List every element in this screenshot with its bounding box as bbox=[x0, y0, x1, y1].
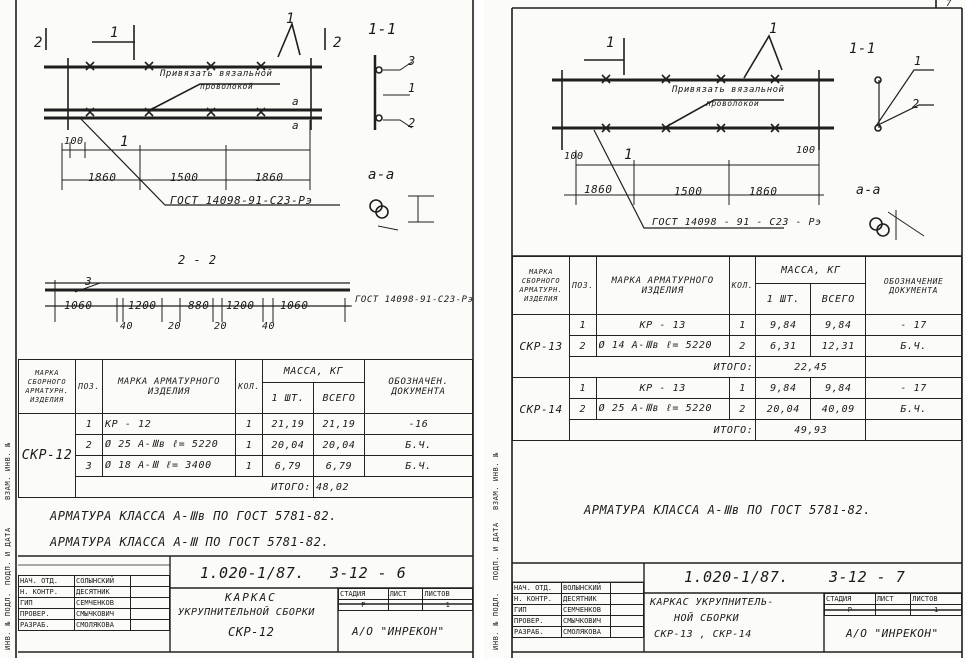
right-drawing-sheet bbox=[484, 0, 965, 658]
row3-qty: 1 bbox=[236, 456, 263, 477]
row1-pos: 1 bbox=[76, 414, 103, 435]
g14-row2-pos: 2 bbox=[570, 399, 597, 420]
left-drawing-sheet bbox=[0, 0, 476, 658]
g13-total-value: 22,45 bbox=[756, 357, 866, 378]
g14-total-value: 49,93 bbox=[756, 420, 866, 441]
g14-row1-qty: 1 bbox=[729, 378, 756, 399]
r-tie-note-line1: Привязать вязальной bbox=[672, 85, 785, 95]
r-note-class-a3v: АРМАТУРА КЛАССА А-Ⅲв ПО ГОСТ 5781-82. bbox=[584, 503, 871, 517]
row3-doc: Б.Ч. bbox=[365, 456, 473, 477]
row1-one: 21,19 bbox=[263, 414, 314, 435]
left-stamp-frame bbox=[0, 0, 476, 658]
r-stamp-name-2: ДЕСЯТНИК bbox=[562, 594, 611, 605]
g13-row1-qty: 1 bbox=[729, 315, 756, 336]
note-class-a3v: АРМАТУРА КЛАССА А-Ⅲв ПО ГОСТ 5781-82. bbox=[50, 509, 337, 523]
stamp-role-1: НАЧ. ОТД. bbox=[19, 576, 75, 587]
gost-reference-22: ГОСТ 14098-91-С23-Рэ bbox=[355, 295, 474, 305]
stamp-title-3: СКР-12 bbox=[228, 625, 275, 639]
r-stamp-stage-table bbox=[824, 593, 962, 616]
r-dim-1860-right: 1860 bbox=[749, 185, 778, 198]
row2-total: 20,04 bbox=[314, 435, 365, 456]
header-brand-assembly: МАРКА СБОРНОГО АРМАТУРН. ИЗДЕЛИЯ bbox=[19, 360, 76, 414]
tie-note-line2: проволокой bbox=[200, 82, 254, 91]
r-dim-100-left: 100 bbox=[564, 151, 584, 162]
r-header-pos: ПОЗ. bbox=[570, 257, 597, 315]
section-a-a-label: а-а bbox=[368, 167, 395, 183]
header-mass-one: 1 ШТ. bbox=[263, 383, 314, 414]
side-label-replace: ВЗАМ. ИНВ. № bbox=[4, 442, 12, 500]
r-header-brand-item: МАРКА АРМАТУРНОГО ИЗДЕЛИЯ bbox=[596, 257, 729, 315]
callout-2b: 2 bbox=[333, 35, 342, 51]
g14-row1-total: 9,84 bbox=[811, 378, 866, 399]
note-class-a3: АРМАТУРА КЛАССА А-Ⅲ ПО ГОСТ 5781-82. bbox=[50, 535, 330, 549]
g14-row1-item: КР - 13 bbox=[596, 378, 729, 399]
stamp-name-1: СОЛЫНСКИЙ bbox=[75, 576, 131, 587]
row2-doc: Б.Ч. bbox=[365, 435, 473, 456]
group-skr-13: СКР-13 bbox=[513, 315, 570, 378]
row3-one: 6,79 bbox=[263, 456, 314, 477]
row2-pos: 2 bbox=[76, 435, 103, 456]
row1-doc: -16 bbox=[365, 414, 473, 435]
stamp-role-3: ГИП bbox=[19, 598, 75, 609]
r-gost-reference: ГОСТ 14098 - 91 - С23 - Рэ bbox=[652, 217, 822, 228]
r-tie-note-line2: проволокой bbox=[706, 99, 760, 108]
g13-row1-pos: 1 bbox=[570, 315, 597, 336]
g13-row1-doc: - 17 bbox=[866, 315, 962, 336]
r-stamp-title-3: СКР-13 , СКР-14 bbox=[654, 629, 752, 640]
total-label: ИТОГО: bbox=[76, 477, 314, 498]
g13-row2-pos: 2 bbox=[570, 336, 597, 357]
r-section-a-a-label: а-а bbox=[856, 183, 881, 198]
row3-item: Ø 18 А-Ⅲ ℓ= 3400 bbox=[103, 456, 236, 477]
stamp-stage-header: СТАДИЯ bbox=[339, 589, 389, 600]
header-doc: ОБОЗНАЧЕН. ДОКУМЕНТА bbox=[365, 360, 473, 414]
row3-pos: 3 bbox=[76, 456, 103, 477]
row1-qty: 1 bbox=[236, 414, 263, 435]
row3-total: 6,79 bbox=[314, 456, 365, 477]
r-dim-1860-left: 1860 bbox=[584, 183, 613, 196]
page-number: 7 bbox=[946, 0, 952, 9]
stamp-stage-value: Р bbox=[339, 600, 389, 611]
stamp-name-5: СМОЛЯКОВА bbox=[75, 620, 131, 631]
r-stamp-name-5: СМОЛЯКОВА bbox=[562, 627, 611, 638]
stamp-sheets-header: ЛИСТОВ bbox=[423, 589, 473, 600]
dim22-1060-right: 1060 bbox=[280, 299, 309, 312]
stamp-sheet-code: 3-12 - 6 bbox=[330, 564, 407, 582]
r-stamp-sheet-code: 3-12 - 7 bbox=[829, 568, 906, 586]
header-mass-total: ВСЕГО bbox=[314, 383, 365, 414]
g13-row2-total: 12,31 bbox=[811, 336, 866, 357]
stamp-role-4: ПРОВЕР. bbox=[19, 609, 75, 620]
r-header-doc: ОБОЗНАЧЕНИЕ ДОКУМЕНТА bbox=[866, 257, 962, 315]
g13-row2-one: 6,31 bbox=[756, 336, 811, 357]
g14-row1-doc: - 17 bbox=[866, 378, 962, 399]
stamp-stage-table bbox=[338, 588, 473, 611]
g14-row2-item: Ø 25 А-Ⅲв ℓ= 5220 bbox=[596, 399, 729, 420]
r-header-mass-one: 1 ШТ. bbox=[756, 284, 811, 315]
r-stamp-role-3: ГИП bbox=[513, 605, 562, 616]
r-stamp-stage-header: СТАДИЯ bbox=[825, 594, 876, 605]
callout-1b: 1 bbox=[286, 11, 295, 27]
section-pos-2: 2 bbox=[408, 116, 416, 130]
r-stamp-name-4: СМЫЧКОВИЧ bbox=[562, 616, 611, 627]
g13-row1-total: 9,84 bbox=[811, 315, 866, 336]
dim22-1200-left: 1200 bbox=[128, 299, 157, 312]
stamp-role-5: РАЗРАБ. bbox=[19, 620, 75, 631]
row1-total: 21,19 bbox=[314, 414, 365, 435]
total-value: 48,02 bbox=[314, 477, 473, 498]
g13-row1-one: 9,84 bbox=[756, 315, 811, 336]
dim22-1200-right: 1200 bbox=[226, 299, 255, 312]
header-pos: ПОЗ. bbox=[76, 360, 103, 414]
g13-total-label: ИТОГО: bbox=[570, 357, 756, 378]
tie-note-line1: Привязать вязальной bbox=[160, 69, 273, 79]
r-header-mass-total: ВСЕГО bbox=[811, 284, 866, 315]
dim22-20-a: 20 bbox=[168, 321, 182, 332]
stamp-organization: А/О "ИНРЕКОН" bbox=[352, 625, 445, 638]
header-qty: КОЛ. bbox=[236, 360, 263, 414]
g14-row1-one: 9,84 bbox=[756, 378, 811, 399]
stamp-title-1: КАРКАС bbox=[225, 591, 277, 604]
header-brand-item: МАРКА АРМАТУРНОГО ИЗДЕЛИЯ bbox=[103, 360, 236, 414]
r-stamp-stage-value: Р bbox=[825, 605, 876, 616]
r-callout-1c: 1 bbox=[624, 147, 633, 163]
g13-row1-item: КР - 13 bbox=[596, 315, 729, 336]
callout-1c: 1 bbox=[120, 134, 129, 150]
r-header-qty: КОЛ. bbox=[729, 257, 756, 315]
r-side-label-inv: ИНВ. № ПОДЛ. bbox=[492, 592, 500, 650]
r-stamp-doc-code: 1.020-1/87. bbox=[684, 568, 789, 586]
r-stamp-role-2: Н. КОНТР. bbox=[513, 594, 562, 605]
r-header-brand-assembly: МАРКА СБОРНОГО АРМАТУРН. ИЗДЕЛИЯ bbox=[513, 257, 570, 315]
r-stamp-name-1: ВОЛЫНСКИЙ bbox=[562, 583, 611, 594]
r-stamp-sheets-value: 1 bbox=[911, 605, 962, 616]
header-mass: МАССА, КГ bbox=[263, 360, 365, 383]
r-callout-1a: 1 bbox=[606, 35, 615, 51]
r-stamp-title-1: КАРКАС УКРУПНИТЕЛЬ- bbox=[650, 597, 774, 608]
spec-table-right bbox=[512, 256, 962, 441]
dim22-1060-left: 1060 bbox=[64, 299, 93, 312]
g14-row1-pos: 1 bbox=[570, 378, 597, 399]
r-stamp-role-1: НАЧ. ОТД. bbox=[513, 583, 562, 594]
dim22-40-right: 40 bbox=[262, 321, 276, 332]
r-stamp-role-5: РАЗРАБ. bbox=[513, 627, 562, 638]
stamp-sheets-value: 1 bbox=[423, 600, 473, 611]
section-2-2-label: 2 - 2 bbox=[178, 253, 217, 267]
mark-a1: a bbox=[292, 95, 300, 108]
g13-row2-qty: 2 bbox=[729, 336, 756, 357]
dim22-880: 880 bbox=[188, 299, 210, 312]
r-side-label-replace: ВЗАМ. ИНВ. № bbox=[492, 452, 500, 510]
stamp-doc-code: 1.020-1/87. bbox=[200, 564, 305, 582]
dim-1860-left: 1860 bbox=[88, 171, 117, 184]
section-pos-1: 1 bbox=[408, 81, 416, 95]
stamp-name-3: СЕМЧЕНКОВ bbox=[75, 598, 131, 609]
g14-total-label: ИТОГО: bbox=[570, 420, 756, 441]
r-stamp-title-2: НОЙ СБОРКИ bbox=[674, 613, 740, 624]
dim-1500: 1500 bbox=[170, 171, 199, 184]
dim-1860-right: 1860 bbox=[255, 171, 284, 184]
dim-100: 100 bbox=[64, 136, 84, 147]
r-stamp-organization: А/О "ИНРЕКОН" bbox=[846, 627, 939, 640]
side-label-sign: ПОДП. И ДАТА bbox=[4, 527, 12, 585]
r-dim-1500: 1500 bbox=[674, 185, 703, 198]
section-pos-3: 3 bbox=[408, 54, 416, 68]
callout-1a: 1 bbox=[110, 25, 119, 41]
row1-item: КР - 12 bbox=[103, 414, 236, 435]
g14-row2-total: 40,09 bbox=[811, 399, 866, 420]
stamp-role-2: Н. КОНТР. bbox=[19, 587, 75, 598]
section-1-1-label: 1-1 bbox=[368, 20, 397, 38]
g14-row2-one: 20,04 bbox=[756, 399, 811, 420]
side-label-inv: ИНВ. № ПОДЛ. bbox=[4, 592, 12, 650]
r-callout-1b: 1 bbox=[769, 21, 778, 37]
row2-item: Ø 25 А-Ⅲв ℓ= 5220 bbox=[103, 435, 236, 456]
row2-qty: 1 bbox=[236, 435, 263, 456]
r-stamp-sheet-header: ЛИСТ bbox=[875, 594, 911, 605]
r-section-pos-2: 2 bbox=[912, 97, 920, 111]
r-side-label-sign: ПОДП. И ДАТА bbox=[492, 522, 500, 580]
dim22-20-b: 20 bbox=[214, 321, 228, 332]
gost-reference: ГОСТ 14098-91-С23-Рэ bbox=[170, 194, 313, 207]
r-header-mass: МАССА, КГ bbox=[756, 257, 866, 284]
row2-one: 20,04 bbox=[263, 435, 314, 456]
r-stamp-name-3: СЕМЧЕНКОВ bbox=[562, 605, 611, 616]
g13-row2-item: Ø 14 А-Ⅲв ℓ= 5220 bbox=[596, 336, 729, 357]
mark-a2: a bbox=[292, 119, 300, 132]
stamp-sheet-header: ЛИСТ bbox=[388, 589, 423, 600]
section22-pos-3: 3 bbox=[85, 275, 93, 288]
g14-row2-doc: Б.Ч. bbox=[866, 399, 962, 420]
stamp-name-4: СМЫЧКОВИЧ bbox=[75, 609, 131, 620]
right-stamp-names bbox=[512, 582, 644, 638]
stamp-title-2: УКРУПНИТЕЛЬНОЙ СБОРКИ bbox=[178, 607, 315, 618]
r-stamp-sheets-header: ЛИСТОВ bbox=[911, 594, 962, 605]
group-skr-12: СКР-12 bbox=[19, 414, 76, 498]
g14-row2-qty: 2 bbox=[729, 399, 756, 420]
r-dim-100-right: 100 bbox=[796, 145, 816, 156]
stamp-name-2: ДЕСЯТНИК bbox=[75, 587, 131, 598]
r-stamp-role-4: ПРОВЕР. bbox=[513, 616, 562, 627]
left-stamp-names bbox=[18, 575, 170, 631]
r-section-pos-1: 1 bbox=[914, 54, 922, 68]
callout-2a: 2 bbox=[34, 35, 43, 51]
dim22-40-left: 40 bbox=[120, 321, 134, 332]
r-section-1-1-label: 1-1 bbox=[849, 41, 876, 57]
g13-row2-doc: Б.Ч. bbox=[866, 336, 962, 357]
group-skr-14: СКР-14 bbox=[513, 378, 570, 441]
